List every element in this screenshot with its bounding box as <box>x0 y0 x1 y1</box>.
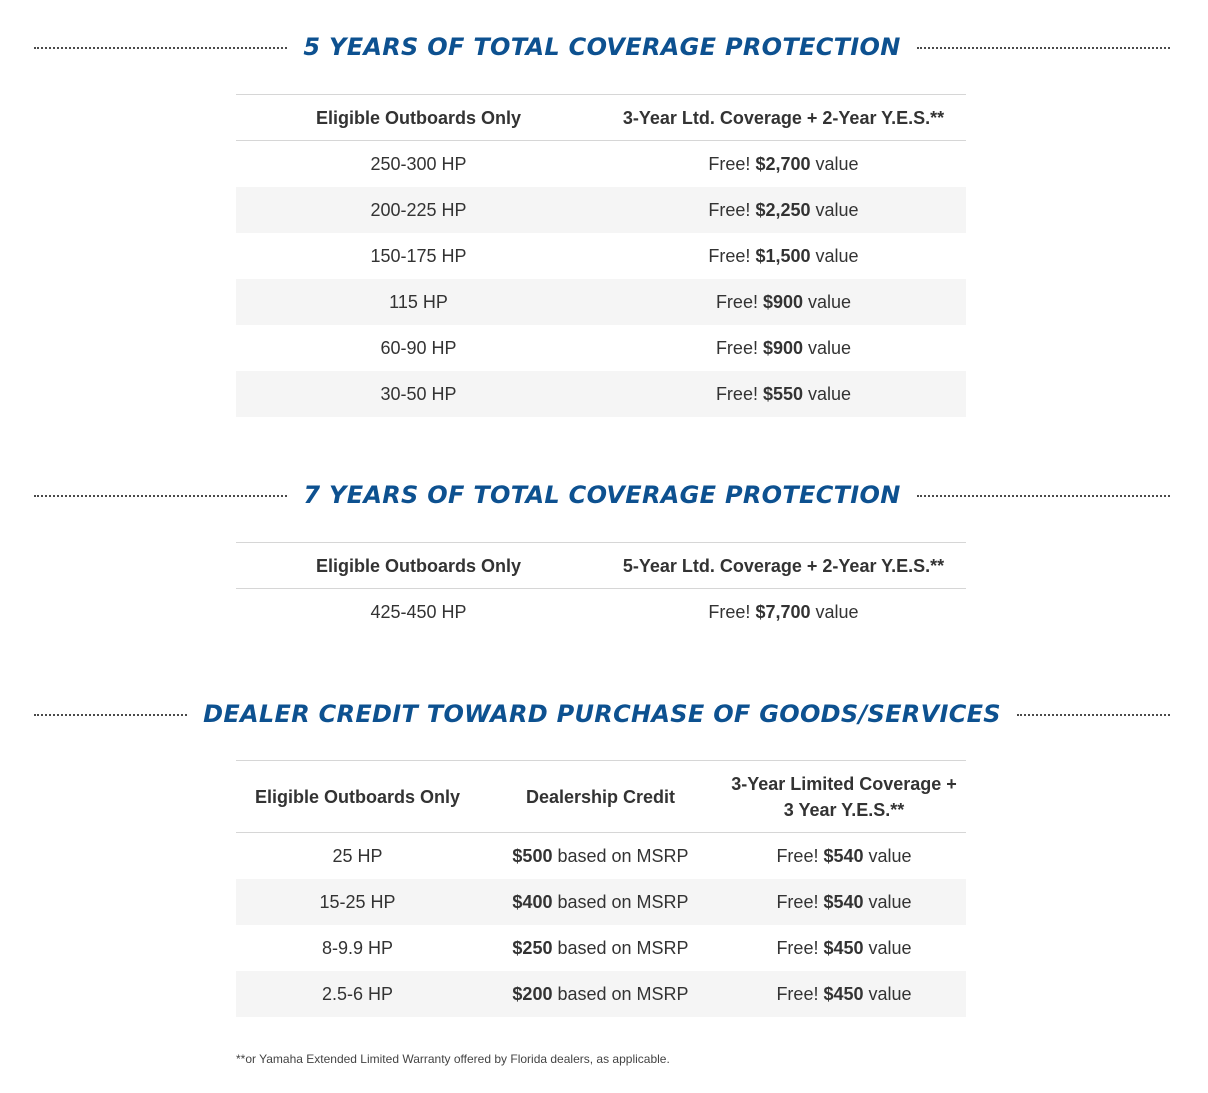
column-header: Eligible Outboards Only <box>236 95 601 141</box>
dotted-divider <box>917 47 1170 49</box>
value-cell: Free! $450 value <box>776 937 912 958</box>
hp-cell: 200-225 HP <box>236 187 601 233</box>
table-row <box>236 279 966 325</box>
hp-cell: 30-50 HP <box>236 371 601 417</box>
dotted-divider <box>917 495 1170 497</box>
section-heading-5-years <box>34 27 1170 67</box>
table-row <box>236 971 966 1017</box>
table-header-row <box>236 761 966 833</box>
value-cell: Free! $2,700 value <box>708 153 859 174</box>
column-header: Eligible Outboards Only <box>236 761 479 833</box>
section-heading-dealer-credit <box>34 694 1170 734</box>
dealer-credit-table <box>236 760 966 1017</box>
hp-cell: 425-450 HP <box>370 601 467 622</box>
section-title: 5 YEARS OF TOTAL COVERAGE PROTECTION <box>303 33 901 61</box>
footnote: **or Yamaha Extended Limited Warranty offered by Florida dealers, as applicable. <box>236 1052 670 1066</box>
value-cell: Free! $1,500 value <box>708 245 859 266</box>
section-title: DEALER CREDIT TOWARD PURCHASE OF GOODS/SERVICES <box>203 700 1001 728</box>
table-row <box>236 325 966 371</box>
value-cell: Free! $900 value <box>715 337 852 358</box>
section-heading-7-years <box>34 475 1170 515</box>
value-cell: Free! $550 value <box>601 371 966 417</box>
hp-cell: 8-9.9 HP <box>321 937 394 958</box>
hp-cell: 15-25 HP <box>236 879 479 925</box>
coverage-table-7-years <box>236 542 966 635</box>
value-cell: Free! $7,700 value <box>708 601 859 622</box>
table-row <box>236 589 966 636</box>
credit-cell: $200 based on MSRP <box>479 971 722 1017</box>
table-header-row <box>236 543 966 589</box>
hp-cell: 2.5-6 HP <box>236 971 479 1017</box>
table-row <box>236 371 966 417</box>
hp-cell: 60-90 HP <box>380 337 457 358</box>
table-row <box>236 925 966 971</box>
dotted-divider <box>34 495 287 497</box>
hp-cell: 150-175 HP <box>370 245 467 266</box>
value-cell: Free! $540 value <box>776 845 912 866</box>
table-row <box>236 879 966 925</box>
table-header-row <box>236 95 966 141</box>
value-cell: Free! $2,250 value <box>601 187 966 233</box>
table-row <box>236 141 966 188</box>
column-header: Eligible Outboards Only <box>236 543 601 589</box>
column-header: 3-Year Ltd. Coverage + 2-Year Y.E.S.** <box>601 95 966 141</box>
table-row <box>236 833 966 880</box>
column-header: 3-Year Limited Coverage + 3 Year Y.E.S.** <box>722 761 966 833</box>
coverage-table-5-years <box>236 94 966 417</box>
column-header: 5-Year Ltd. Coverage + 2-Year Y.E.S.** <box>601 543 966 589</box>
column-header: Dealership Credit <box>479 761 722 833</box>
credit-cell: $400 based on MSRP <box>479 879 722 925</box>
dotted-divider <box>34 714 187 716</box>
value-cell: Free! $540 value <box>722 879 966 925</box>
dotted-divider <box>34 47 287 49</box>
value-cell: Free! $450 value <box>722 971 966 1017</box>
dotted-divider <box>1017 714 1170 716</box>
credit-cell: $500 based on MSRP <box>512 845 689 866</box>
value-cell: Free! $900 value <box>601 279 966 325</box>
credit-cell: $250 based on MSRP <box>512 937 689 958</box>
table-row <box>236 187 966 233</box>
hp-cell: 250-300 HP <box>370 153 467 174</box>
table-row <box>236 233 966 279</box>
hp-cell: 25 HP <box>332 845 383 866</box>
hp-cell: 115 HP <box>236 279 601 325</box>
section-title: 7 YEARS OF TOTAL COVERAGE PROTECTION <box>303 481 901 509</box>
